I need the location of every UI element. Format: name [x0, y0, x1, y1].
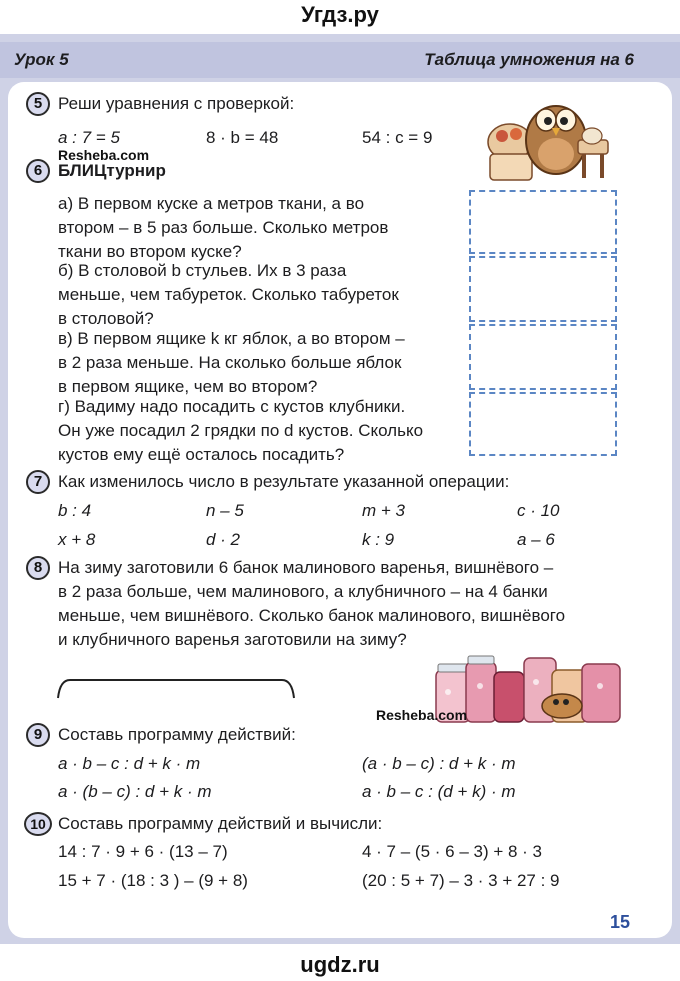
watermark: Resheba.com [58, 147, 150, 163]
task10-expr: (20 : 5 + 7) – 3 · 3 + 27 : 9 [362, 871, 560, 890]
lesson-label: Урок 5 [14, 50, 69, 69]
task10-expr: 4 · 7 – (5 · 6 – 3) + 8 · 3 [362, 842, 543, 861]
task6v-line-2: в 2 раза меньше. На сколько больше яблок [58, 353, 402, 372]
task6g-line-1: г) Вадиму надо посадить c кустов клубники. [58, 397, 406, 416]
task7-expr: b : 4 [58, 501, 92, 520]
task7-expr: c · 10 [517, 501, 560, 520]
task-number-badge: 7 [26, 470, 50, 494]
owl-illustration [484, 96, 614, 188]
task6b-line-1: б) В столовой b стульев. Их в 3 раза [58, 261, 347, 280]
task6a-line-3: ткани во втором куске? [58, 242, 242, 261]
task7-expr: m + 3 [362, 501, 405, 520]
task5-equation-2: 8 · b = 48 [206, 128, 279, 147]
task6g-line-2: Он уже посадил 2 грядки по d кустов. Сколько [58, 421, 424, 440]
task5-title: Реши уравнения с проверкой: [58, 94, 295, 113]
task9-expr: a · b – c : d + k · m [58, 754, 201, 773]
task8-line-2: в 2 раза больше, чем малинового, а клубничного – на 4 банки [58, 582, 548, 601]
site-title-bottom: ugdz.ru [300, 952, 380, 977]
task9-expr: a · b – c : (d + k) · m [362, 782, 516, 801]
task6b-line-3: в столовой? [58, 309, 154, 328]
task5-equation-3: 54 : c = 9 [362, 128, 433, 147]
page-number: 15 [610, 912, 631, 932]
task-number-badge: 6 [26, 159, 50, 183]
task6g-line-3: кустов ему ещё осталось посадить? [58, 445, 345, 464]
task9-expr: (a · b – c) : d + k · m [362, 754, 516, 773]
task9-title: Составь программу действий: [58, 725, 296, 744]
task-number-badge: 8 [26, 556, 50, 580]
task6-title: БЛИЦтурнир [58, 161, 166, 180]
task-number-badge: 9 [26, 723, 50, 747]
task7-expr: n – 5 [206, 501, 244, 520]
task8-line-3: меньше, чем вишнёвого. Сколько банок малинового, вишнёвого [58, 606, 566, 625]
task6v-line-1: в) В первом ящике k кг яблок, а во втором – [58, 329, 405, 348]
answer-box-b[interactable] [469, 256, 617, 322]
task6a-line-2: втором – в 5 раз больше. Сколько метров [58, 218, 389, 237]
task6b-line-2: меньше, чем табуреток. Сколько табуреток [58, 285, 399, 304]
answer-box-a[interactable] [469, 190, 617, 254]
task7-expr: d · 2 [206, 530, 241, 549]
task-number-badge: 5 [26, 92, 50, 116]
task6v-line-3: в первом ящике, чем во втором? [58, 377, 318, 396]
task10-expr: 14 : 7 · 9 + 6 · (13 – 7) [58, 842, 228, 861]
task-number-badge: 10 [24, 812, 52, 836]
answer-box-v[interactable] [469, 324, 617, 390]
segment-diagram [56, 672, 296, 702]
task6a-line-1: а) В первом куске a метров ткани, а во [58, 194, 365, 213]
task7-title: Как изменилось число в результате указанной операции: [58, 472, 510, 491]
answer-box-g[interactable] [469, 392, 617, 456]
task7-expr: a – 6 [517, 530, 555, 549]
task10-expr: 15 + 7 · (18 : 3 ) – (9 + 8) [58, 871, 248, 890]
task7-expr: x + 8 [58, 530, 96, 549]
task5-equation-1: a : 7 = 5 [58, 128, 120, 147]
task10-title: Составь программу действий и вычисли: [58, 814, 383, 833]
task8-line-4: и клубничного варенья заготовили на зиму? [58, 630, 407, 649]
task9-expr: a · (b – c) : d + k · m [58, 782, 212, 801]
task7-expr: k : 9 [362, 530, 395, 549]
task8-line-1: На зиму заготовили 6 банок малинового варенья, вишнёвого – [58, 558, 554, 577]
site-title-top: Угдз.ру [301, 2, 379, 27]
watermark: Resheba.com [376, 707, 468, 723]
lesson-topic: Таблица умножения на 6 [424, 50, 634, 69]
